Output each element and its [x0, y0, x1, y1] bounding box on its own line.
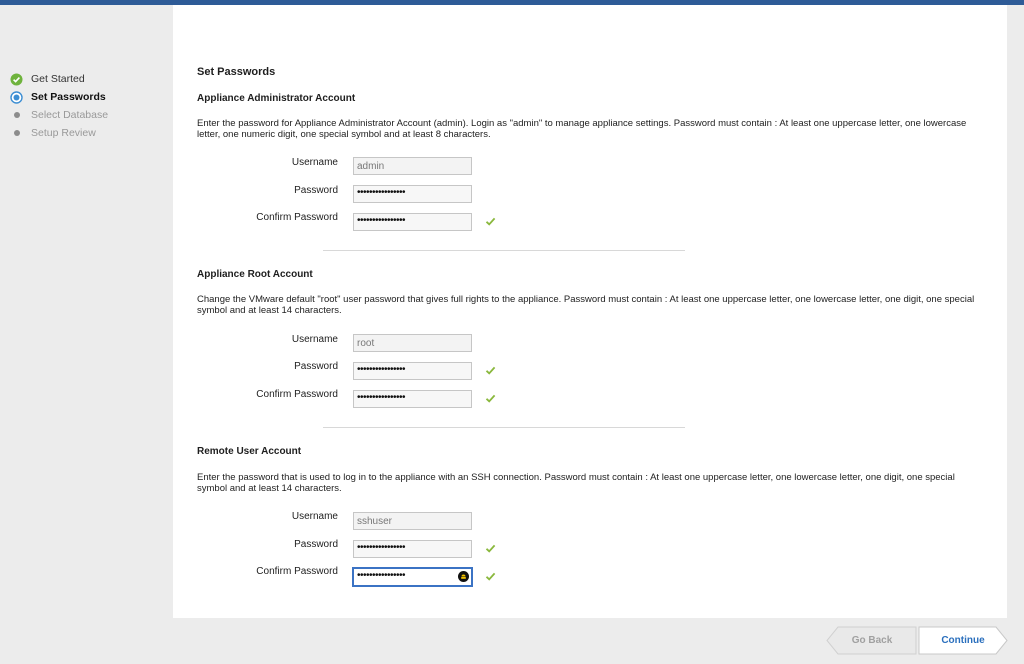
current-step-icon — [10, 91, 23, 104]
admin-description: Enter the password for Appliance Administrator Account (admin). Login as "admin" to manage appliance settings. Password must contain : At least one uppercase letter, one lowercase letter, one numeric digit, one special symbol and at least 8 characters. — [197, 118, 967, 140]
pending-dot-icon — [10, 127, 23, 140]
continue-label: Continue — [941, 635, 985, 646]
page-title: Set Passwords — [197, 66, 276, 78]
go-back-button[interactable] — [826, 626, 918, 655]
remote-password-input[interactable]: •••••••••••••••• — [353, 540, 472, 558]
admin-confirm-label: Confirm Password — [256, 212, 338, 223]
remote-username-label: Username — [291, 511, 338, 522]
root-username-input[interactable]: root — [353, 334, 472, 352]
root-confirm-input[interactable]: •••••••••••••••• — [353, 390, 472, 408]
admin-section-title: Appliance Administrator Account — [197, 93, 356, 104]
admin-password-label: Password — [294, 185, 338, 196]
valid-check-icon — [485, 393, 496, 404]
valid-check-icon — [485, 216, 496, 227]
admin-username-input[interactable]: admin — [353, 157, 472, 175]
check-circle-icon — [10, 73, 23, 86]
admin-password-input[interactable]: •••••••••••••••• — [353, 185, 472, 203]
step-label: Get Started — [31, 73, 85, 85]
remote-confirm-label: Confirm Password — [256, 566, 338, 577]
root-password-input[interactable]: •••••••••••••••• — [353, 362, 472, 380]
valid-check-icon — [485, 571, 496, 582]
step-get-started[interactable] — [10, 71, 85, 87]
step-label: Select Database — [31, 109, 109, 121]
step-setup-review — [10, 125, 96, 141]
remote-confirm-value: •••••••••••••••• — [357, 570, 406, 581]
step-set-passwords[interactable] — [10, 89, 106, 105]
step-select-database — [10, 107, 108, 123]
valid-check-icon — [485, 543, 496, 554]
admin-username-label: Username — [291, 157, 338, 168]
admin-confirm-input[interactable]: •••••••••••••••• — [353, 213, 472, 231]
step-label: Set Passwords — [31, 91, 106, 103]
password-autofill-key-icon[interactable] — [458, 571, 469, 582]
remote-username-input[interactable]: sshuser — [353, 512, 472, 530]
pending-dot-icon — [10, 109, 23, 122]
section-divider — [323, 250, 685, 251]
remote-password-label: Password — [294, 539, 338, 550]
remote-section-title: Remote User Account — [197, 446, 302, 457]
remote-confirm-input[interactable] — [352, 567, 473, 587]
valid-check-icon — [485, 365, 496, 376]
root-section-title: Appliance Root Account — [197, 269, 313, 280]
go-back-label: Go Back — [851, 635, 893, 646]
root-password-label: Password — [294, 361, 338, 372]
continue-button[interactable] — [918, 626, 1008, 655]
root-description: Change the VMware default "root" user password that gives full rights to the appliance. Password must contain : At least one uppercase letter, one lowercase letter, one digit, one special symbol and at least 14 characters. — [197, 294, 975, 316]
remote-description: Enter the password that is used to log in to the appliance with an SSH connection. Password must contain : At least one uppercase letter, one lowercase letter, one digit, one special symbol and at least 14 characters. — [197, 472, 955, 494]
wizard-steps-sidebar — [0, 5, 173, 664]
content-panel — [173, 5, 1007, 618]
step-label: Setup Review — [31, 127, 96, 139]
root-confirm-label: Confirm Password — [256, 389, 338, 400]
root-username-label: Username — [291, 334, 338, 345]
section-divider — [323, 427, 685, 428]
